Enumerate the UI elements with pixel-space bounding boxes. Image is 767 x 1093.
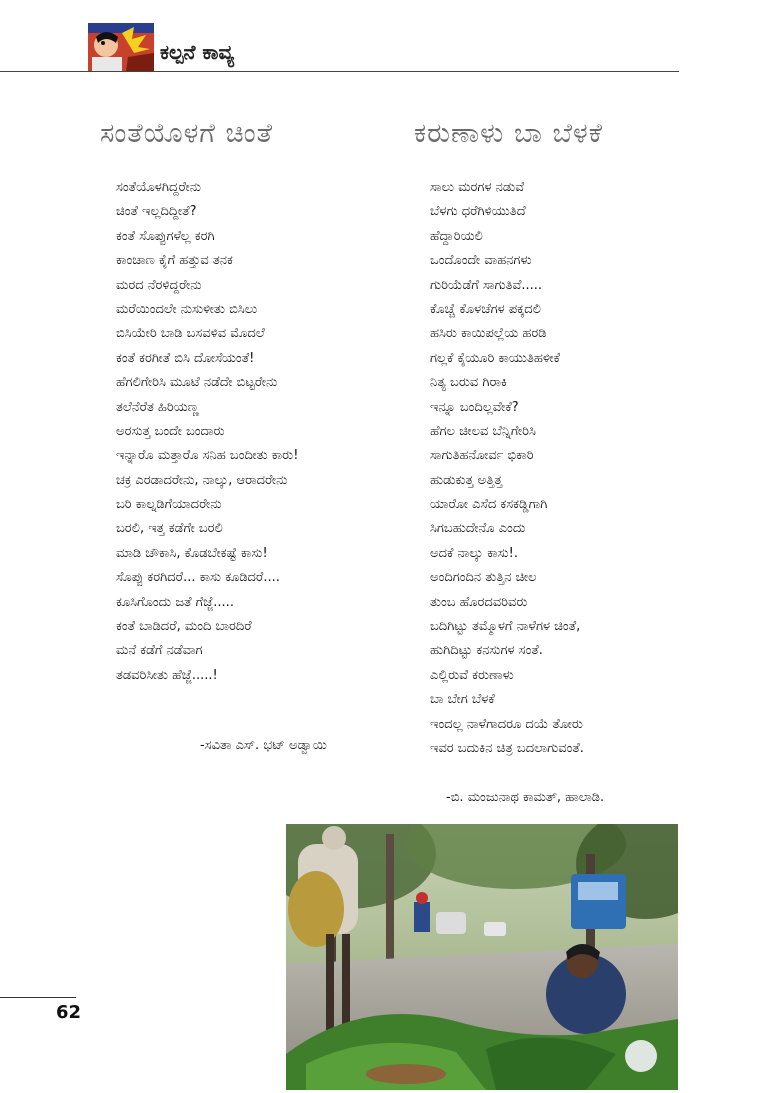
poem-line: ಇವರ ಬದುಕಿನ ಚಿತ್ರ ಬದಲಾಗುವಂತೆ. — [430, 740, 584, 756]
poem-line: ಇನ್ನಾರೊ ಮತ್ತಾರೊ ಸನಿಹ ಬಂದೀತು ಕಾರು! — [116, 448, 299, 464]
poem-line: ಸಾಗುತಿಹನೋರ್ವ ಭಿಕಾರಿ — [430, 448, 534, 464]
poem-line: ಬೆಳಗು ಧರೆಗಿಳಿಯುತಿದೆ — [430, 204, 526, 220]
poem-line: ಚಿಂತೆ ಇಲ್ಲದಿದ್ದೀತೆ? — [116, 204, 197, 220]
poem-line: ಇಂದಲ್ಲ ನಾಳೆಗಾದರೂ ದಯೆ ತೋರು — [430, 716, 583, 732]
poem-line: ಮರೆಯಿಂದಲೇ ನುಸುಳೀತು ಬಿಸಿಲು — [116, 301, 258, 317]
section-title: ಕಲ್ಪನೆ ಕಾವ್ಯ — [160, 40, 235, 64]
poem-line: ಬಿಸಿಯೇರಿ ಬಾಡಿ ಬಸವಳಿವ ಮೊದಲೆ — [116, 326, 265, 342]
left-poem-title: ಸಂತೆಯೊಳಗೆ ಚಿಂತೆ — [100, 118, 274, 149]
poem-line: ಗಲ್ಲಕೆ ಕೈಯೂರಿ ಕಾಯುತಿಹಳೀಕೆ — [430, 350, 561, 366]
right-poem-lines — [430, 176, 584, 761]
right-poem-title: ಕರುಣಾಳು ಬಾ ಬೆಳಕೆ — [414, 118, 603, 149]
header-divider — [0, 71, 679, 72]
poem-line: ಹುಡುಕುತ್ತ ಅತ್ತಿತ್ತ — [430, 472, 503, 488]
poem-line: ತುಂಬ ಹೊರದವರಿವರು — [430, 594, 528, 610]
poem-line: ಹೆಗಲ ಚೀಲವ ಬೆನ್ನಿಗೇರಿಸಿ — [430, 423, 536, 439]
poem-line: ಸೊಪ್ಪು ಕರಗಿದರೆ... ಕಾಸು ಕೂಡಿದರೆ.... — [116, 570, 280, 586]
poem-line: ತಲೆನೆರೆತ ಹಿರಿಯಣ್ಣ — [116, 399, 199, 415]
right-poem-author: -ಬಿ. ಮಂಜುನಾಥ ಕಾಮತ್, ಹಾಲಾಡಿ. — [446, 790, 605, 805]
poem-line: ಕಾಂಚಾಣ ಕೈಗೆ ಹತ್ತುವ ತನಕ — [116, 253, 233, 269]
poem-line: ಬರಲಿ, ಇತ್ತ ಕಡೆಗೇ ಬರಲಿ — [116, 521, 223, 537]
poem-line: ಸಾಲು ಮರಗಳ ನಡುವೆ — [430, 180, 525, 195]
poem-line: ಮಾಡಿ ಚೌಕಾಸಿ, ಕೊಡಬೇಕಷ್ಟೆ ಕಾಸು! — [116, 545, 268, 561]
magazine-logo-icon — [88, 23, 154, 71]
poem-line: ಕಂತೆ ಕರಗೀತೆ ಬಿಸಿ ದೋಸೆಯಂತೆ! — [116, 350, 255, 366]
poem-line: ಎಲ್ಲಿರುವೆ ಕರುಣಾಳು — [430, 667, 514, 683]
poem-line: ಒಂದೊಂದೇ ವಾಹನಗಳು — [430, 253, 532, 269]
poem-line: ಕಂತೆ ಸೊಪ್ಪುಗಳೆಲ್ಲ ಕರಗಿ — [116, 228, 215, 244]
poem-line: ಮರದ ನೆರಳಿದ್ದರೇನು — [116, 277, 202, 293]
poem-line: ಕಂತೆ ಬಾಡಿದರೆ, ಮಂದಿ ಬಾರದಿರೆ — [116, 619, 252, 635]
poem-line: ನಿತ್ಯ ಬರುವ ಗಿರಾಕಿ — [430, 375, 507, 391]
left-poem-lines — [116, 176, 298, 688]
poem-line: ಬದಿಗಿಟ್ಟು ತಮ್ಮೊಳಗೆ ನಾಳೆಗಳ ಚಿಂತೆ, — [430, 619, 581, 635]
poem-line: ಗುರಿಯೆಡೆಗೆ ಸಾಗುತಿವೆ..... — [430, 277, 543, 293]
poem-line: ಸಂತೆಯೊಳಗಿದ್ದರೇನು — [116, 180, 202, 195]
left-poem-author: -ಸವಿತಾ ಎಸ್. ಭಟ್ ಅಡ್ವಾಯಿ — [200, 738, 327, 753]
poem-line: ಹೆಗಲಿಗೇರಿಸಿ ಮೂಟೆ ನಡೆದೇ ಬಿಟ್ಟರೇನು — [116, 375, 278, 391]
footer-divider — [0, 997, 76, 998]
poem-line: ತಡವರಿಸೀತು ಹೆಜ್ಜೆ.....! — [116, 667, 218, 683]
poem-line: ಮನೆ ಕಡೆಗೆ ನಡೆವಾಗ — [116, 643, 203, 659]
poem-line: ಚಕ್ರ ಎರಡಾದರೇನು, ನಾಲ್ಕು, ಆರಾದರೇನು — [116, 472, 288, 488]
poem-line: ಇನ್ನೂ ಬಂದಿಲ್ಲವೇಕೆ? — [430, 399, 519, 415]
poem-line: ಕೂಸಿಗೊಂದು ಜತೆ ಗೆಜ್ಜೆ..... — [116, 594, 234, 610]
poem-line: ಹುಗಿದಿಟ್ಟು ಕನಸುಗಳ ಸಂತೆ. — [430, 643, 543, 659]
poem-line: ಹೆದ್ದಾರಿಯಲಿ — [430, 228, 483, 244]
poem-line: ಯಾರೋ ಎಸೆದ ಕಸಕಡ್ಡಿಗಾಗಿ — [430, 497, 548, 513]
poem-line: ಸಿಗಬಹುದೇನೊ ಎಂದು — [430, 521, 526, 537]
poem-line: ಅರಸುತ್ತ ಬಂದೇ ಬಂದಾರು — [116, 423, 225, 439]
poem-line: ಬಾ ಬೇಗ ಬೆಳಕೆ — [430, 692, 495, 708]
poem-line: ಕೊಚ್ಚೆ ಕೊಳಚೆಗಳ ಪಕ್ಕದಲಿ — [430, 301, 541, 317]
poem-line: ಅಂದಿಗಂದಿನ ತುತ್ತಿನ ಚೀಲ — [430, 570, 537, 586]
poem-line: ಅದಕೆ ನಾಲ್ಕು ಕಾಸು!. — [430, 545, 519, 561]
poem-line: ಹಸಿರು ಕಾಯಿಪಲ್ಲೆಯ ಹರಡಿ — [430, 326, 547, 342]
street-market-photo — [286, 824, 678, 1090]
page-number: 62 — [56, 1002, 82, 1023]
poem-line: ಬರಿ ಕಾಲ್ನಡಿಗೆಯಾದರೇನು — [116, 497, 222, 513]
